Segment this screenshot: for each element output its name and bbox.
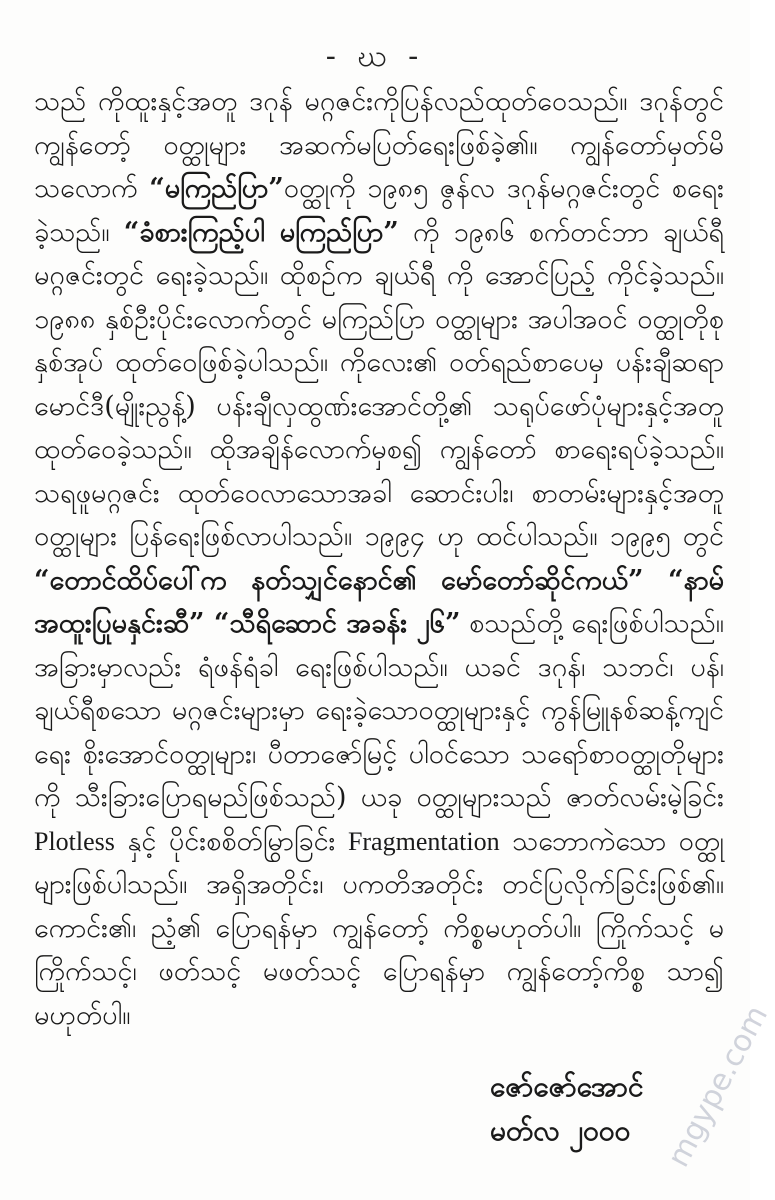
text-segment: သဘောကဲသော ဝတ္ထုများဖြစ်ပါသည်။ အရှိအတိုင်း၊ ပကတိအတိုင်း တင်ပြလိုက်ခြင်းဖြစ်၏။ ကောင်း၏၊ ညံ့၏ ပြောရန်မှာ ကျွန်တော့် ကိစ္စမဟုတ်ပါ။ ကြိုက်သင့် မကြိုက်သင့်၊ ဖတ်သင့် မဖတ်သင့် ပြောရန်မှာ ကျွန်တော့်ကိစ္စ သာ၍ မဟုတ်ပါ။ [34, 825, 724, 1031]
page-number: - ဃ - [325, 39, 425, 74]
body-paragraph [34, 80, 724, 1037]
signature-date: မတ်လ ၂၀၀၀ [490, 1114, 631, 1147]
text-segment: ကို ၁၉၈၆ စက်တင်ဘာ ချယ်ရီ မဂ္ဂဇင်းတွင် ရေးခဲ့သည်။ ထိုစဉ်က ချယ်ရီ ကို အောင်ပြည့် ကိုင်ခဲ့သည်။ ၁၉၈၈ နှစ်ဦးပိုင်းလောက်တွင် မကြည်ပြာ ဝတ္ထုများ အပါအဝင် ဝတ္ထုတိုစုနှစ်အုပ် ထုတ်ဝေဖြစ်ခဲ့ပါသည်။ ကိုလေး၏ ဝတ်ရည်စာပေမှ ပန်းချီဆရာ မောင်ဒီ(မျိုးညွန့်) ပန်းချီလှထွဏ်းအောင်တို့၏ သရုပ်ဖော်ပုံများနှင့်အတူ ထုတ်ဝေခဲ့သည်။ ထိုအချိန်လောက်မှစ၍ ကျွန်တော် စာရေးရပ်ခဲ့သည်။ သရဖူမဂ္ဂဇင်း ထုတ်ဝေလာသောအခါ ဆောင်းပါး၊ စာတမ်းများနှင့်အတူ ဝတ္ထုများ ပြန်ရေးဖြစ်လာပါသည်။ ၁၉၉၄ ဟု ထင်ပါသည်။ ၁၉၉၅ တွင် [34, 216, 725, 552]
text-segment: နှင့် ပိုင်းစစိတ်မြွာခြင်း [114, 825, 348, 857]
text-segment: စသည်တို့ ရေးဖြစ်ပါသည်။ အခြားမှာလည်း ရံဖန်ရံခါ ရေးဖြစ်ပါသည်။ ယခင် ဒဂုန်၊ သဘင်၊ ပန်၊ ချယ်ရီစသော မဂ္ဂဇင်းများမှာ ရေးခဲ့သောဝတ္ထုများနှင့် ကွန်မြူနစ်ဆန့်ကျင်ရေး စိုးအောင်ဝတ္ထုများ၊ ပီတာဇော်မြင့် ပါဝင်သော သရော်စာဝတ္ထုတိုများကို သီးခြားပြောရမည်ဖြစ်သည်) ယခု ဝတ္ထုများသည် ဇာတ်လမ်းမဲ့ခြင်း [34, 608, 724, 813]
text-segment: သည် ကိုထူးနှင့်အတူ ဒဂုန် မဂ္ဂဇင်းကိုပြန်လည်ထုတ်ဝေသည်။ ဒဂုန်တွင် ကျွန်တော့် ဝတ္ထုများ အဆက်မပြတ်ရေးဖြစ်ခဲ့၏။ ကျွန်တော်မှတ်မိသလောက် [34, 86, 724, 204]
author-signature: ဇော်ဇော်အောင် [490, 1070, 644, 1103]
bold-title-khanzar: “ခံစားကြည့်ပါ မကြည်ပြာ” [123, 216, 399, 248]
term-plotless: Plotless [34, 826, 115, 856]
watermark: mgype.com [660, 1000, 775, 1173]
text-segment: ဝတ္ထုကို ၁၉၈၅ ဇွန်လ ဒဂုန်မဂ္ဂဇင်းတွင် စရေးခဲ့သည်။ [34, 173, 724, 248]
term-fragmentation: Fragmentation [347, 826, 500, 856]
bold-title-list: “တောင်ထိပ်ပေါ်က နတ်သျှင်နောင်၏ မော်တော်ဆိုင်ကယ်” “နာမ် အထူးပြုမနှင်းဆီ” “သီရိဆောင် အခန်း ၂၆” [34, 564, 724, 639]
bold-title-mkyipya: “မကြည်ပြာ” [149, 173, 284, 204]
